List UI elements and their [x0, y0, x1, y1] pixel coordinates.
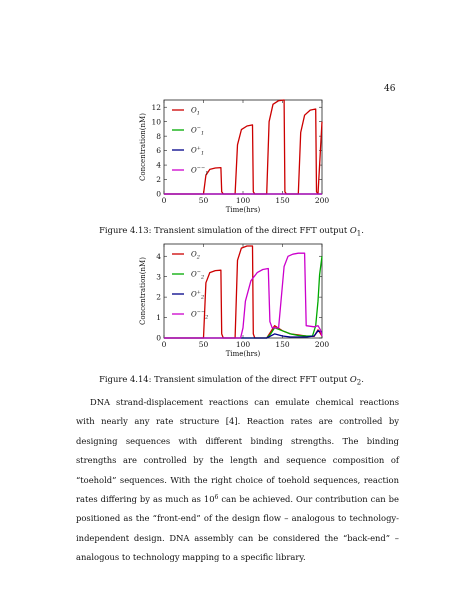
legend-label: $O^-_2$	[191, 269, 205, 281]
y-tick-label: 12	[151, 102, 161, 112]
y-tick-label: 0	[156, 333, 161, 343]
x-tick-label: 100	[235, 196, 251, 205]
caption-math: O	[349, 225, 357, 235]
body-paragraph	[76, 393, 399, 568]
y-tick-label: 8	[156, 131, 161, 141]
x-tick-label: 100	[235, 340, 251, 349]
paragraph-part-a: DNA strand-displacement reactions can emulate chemical reactions with nearly any rate structure [4]. Reaction rates are controlled by designing sequences with different binding strengths. The binding strengths are controlled by the length and sequence composition of “toehold” sequences. With the right choice of toehold sequences, reaction rates differing by as much as 10	[76, 397, 399, 505]
x-tick-label: 200	[314, 196, 330, 205]
figure-4-14-chart	[128, 240, 338, 362]
y-tick-label: 1	[156, 313, 161, 323]
paragraph-part-b: can be achieved. Our contribution can be positioned as the “front-end” of the design flow – analogous to technology-independent design. DNA assembly can be considered the “back-end” – analogous to technology mapping to a specific library.	[76, 494, 399, 563]
series-line	[164, 100, 322, 194]
legend-label: $O^{--}_2$	[191, 309, 209, 321]
series-line	[164, 250, 322, 338]
y-tick-label: 6	[156, 146, 161, 156]
legend-label: $O_2$	[191, 250, 200, 261]
x-tick-label: 50	[198, 340, 209, 349]
x-tick-label: 50	[198, 196, 209, 205]
y-tick-label: 0	[156, 189, 161, 199]
y-tick-label: 10	[151, 117, 161, 127]
caption-math: O	[349, 374, 357, 384]
x-tick-label: 0	[161, 196, 167, 205]
x-tick-label: 150	[275, 340, 290, 349]
caption-text: Figure 4.14: Transient simulation of the direct FFT output	[99, 374, 350, 384]
y-tick-label: 2	[156, 175, 161, 185]
caption-sub: 2	[356, 378, 362, 387]
legend-label: $O^+_1$	[191, 145, 205, 157]
figure-4-13-caption: Figure 4.13: Transient simulation of the direct FFT output $O_1$.	[99, 225, 364, 238]
paragraph-superscript: 6	[214, 494, 219, 502]
legend-label: $O_1$	[191, 106, 200, 117]
figure-4-14-caption: Figure 4.14: Transient simulation of the direct FFT output $O_2$.	[99, 374, 364, 387]
x-axis-label: Time(hrs)	[225, 350, 261, 358]
y-axis-label: Concentration(nM)	[139, 113, 147, 181]
caption-sub: 1	[356, 229, 362, 238]
caption-text: Figure 4.13: Transient simulation of the direct FFT output	[99, 225, 350, 235]
y-tick-label: 2	[156, 292, 161, 302]
page-number: 46	[384, 84, 396, 94]
legend-label: $O^{--}_1$	[191, 165, 209, 177]
y-tick-label: 3	[156, 272, 161, 282]
x-tick-label: 150	[275, 196, 290, 205]
y-axis-label: Concentration(nM)	[139, 257, 147, 325]
legend-label: $O^+_2$	[191, 289, 205, 301]
figure-4-13-chart	[128, 96, 338, 218]
y-tick-label: 4	[156, 251, 161, 261]
x-tick-label: 200	[314, 340, 330, 349]
y-tick-label: 4	[156, 160, 161, 170]
x-tick-label: 0	[161, 340, 167, 349]
x-axis-label: Time(hrs)	[225, 206, 261, 214]
legend-label: $O^-_1$	[191, 125, 205, 137]
